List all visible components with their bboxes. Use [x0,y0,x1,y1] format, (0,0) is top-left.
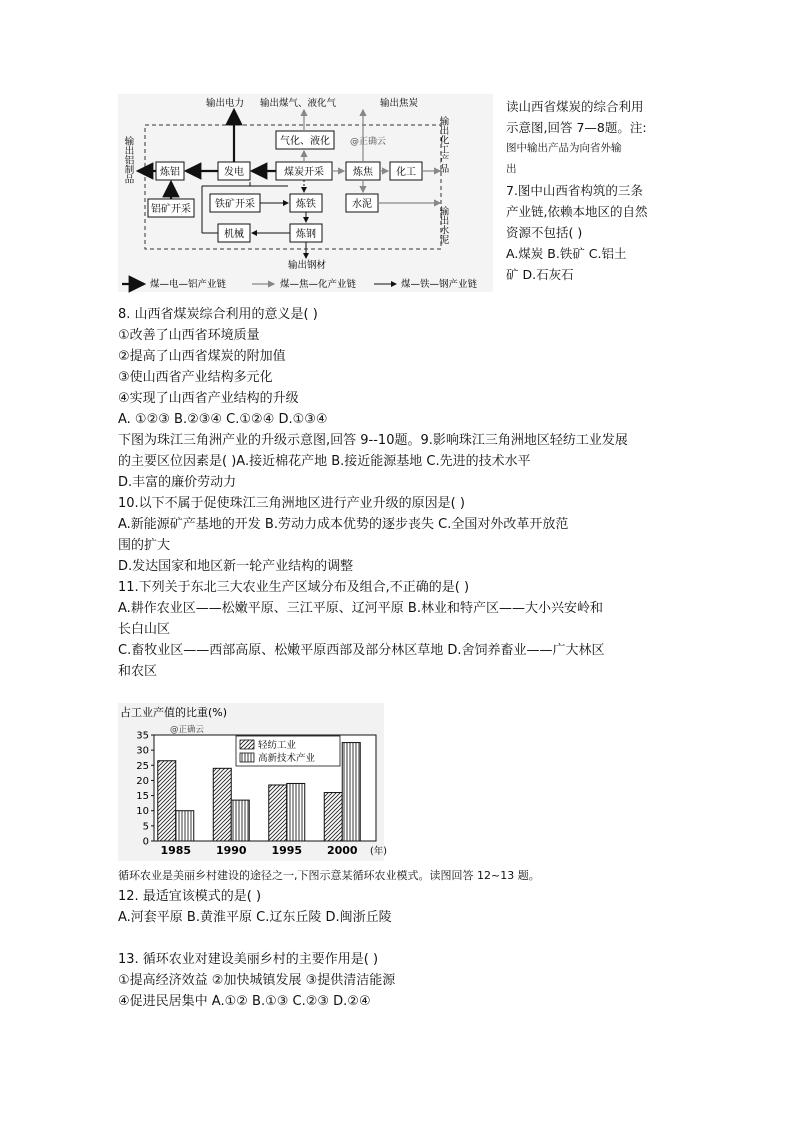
question-13-stem: 13. 循环农业对建设美丽乡村的主要作用是( ) [118,952,379,967]
question-7-options: A.煤炭 B.铁矿 C.铝土 [506,246,627,261]
question-9-options: D.丰富的廉价劳动力 [118,475,237,490]
side-text-line: 出 [506,163,517,175]
legend-label: 高新技术产业 [258,753,316,764]
y-tick-label: 10 [136,806,149,818]
y-tick-label: 35 [136,730,149,742]
node-bauxite-mining: 铝矿开采 [151,204,191,215]
bar-light-textile-1990 [213,768,231,841]
legend-coal-iron-steel: 煤—铁—钢产业链 [401,279,478,290]
question-8-item: ②提高了山西省煤炭的附加值 [118,349,286,364]
node-power-generation: 发电 [224,167,244,178]
output-coke-label: 输出焦炭 [380,98,419,109]
question-9-stem: 下图为珠江三角洲产业的升级示意图,回答 9--10题。9.影响珠江三角洲地区轻纺工业发展 [118,433,628,448]
question-10-options: 围的扩大 [118,538,171,553]
x-tick-label: 1990 [215,844,247,857]
bar-high-tech-1995 [287,783,305,841]
legend-coal-coke-chemical: 煤—焦—化产业链 [280,279,357,290]
node-steelmaking: 炼钢 [296,229,316,240]
question-8-item: ①改善了山西省环境质量 [118,328,260,343]
legend-swatch [240,740,254,749]
output-cement-label: 输出水泥 [437,206,449,244]
y-tick-label: 5 [142,821,149,833]
node-ironmaking: 炼铁 [296,199,316,210]
side-text-line: 读山西省煤炭的综合利用 [506,99,644,114]
y-tick-label: 30 [136,745,149,757]
industry-share-chart-svg [118,703,387,861]
question-12-options: A.河套平原 B.黄淮平原 C.辽东丘陵 D.闽浙丘陵 [118,910,392,925]
bar-high-tech-1990 [231,800,249,841]
question-7-line: 7.图中山西省构筑的三条 [506,183,643,198]
node-cement: 水泥 [352,199,372,210]
y-tick-label: 20 [136,775,149,787]
bar-high-tech-2000 [342,743,360,841]
bar-light-textile-2000 [324,793,342,841]
x-tick-label: 1985 [160,844,192,857]
question-10-stem: 10.以下不属于促使珠江三角洲地区进行产业升级的原因是( ) [118,496,465,511]
node-iron-mining: 铁矿开采 [215,199,255,210]
question-8-stem: 8. 山西省煤炭综合利用的意义是( ) [118,307,318,322]
question-7-line: 产业链,依赖本地区的自然 [506,204,648,219]
x-tick-label: 2000 [326,844,358,857]
x-axis-unit: (年) [370,846,387,857]
side-text-line: 示意图,回答 7—8题。注: [506,120,647,135]
legend-coal-power-aluminum: 煤—电—铝产业链 [150,279,227,290]
question-11-options: C.畜牧业区——西部高原、松嫩平原西部及部分林区草地 D.舍饲养畜业——广大林区 [118,643,605,658]
question-8-item: ③使山西省产业结构多元化 [118,370,273,385]
node-coking: 炼焦 [353,167,373,178]
question-13-items: ①提高经济效益 ②加快城镇发展 ③提供清洁能源 [118,973,396,988]
question-10-options: D.发达国家和地区新一轮产业结构的调整 [118,559,354,574]
question-8-options: A. ①②③ B.②③④ C.①②④ D.①③④ [118,412,328,427]
x-tick-label: 1995 [271,844,303,857]
industry-share-chart [118,703,387,861]
question-12-stem: 12. 最适宜该模式的是( ) [118,889,262,904]
y-tick-label: 15 [136,791,149,803]
chart-caption: 循环农业是美丽乡村建设的途径之一,下图示意某循环农业模式。读图回答 12~13 题。 [118,869,540,882]
question-11-options: A.耕作农业区——松嫩平原、三江平原、辽河平原 B.林业和特产区——大小兴安岭和 [118,601,603,616]
question-11-options: 长白山区 [118,622,171,637]
question-11-stem: 11.下列关于东北三大农业生产区域分布及组合,不正确的是( ) [118,580,470,595]
node-machinery: 机械 [224,229,244,240]
question-11-options: 和农区 [118,664,158,679]
question-9-options: 的主要区位因素是( )A.接近棉花产地 B.接近能源基地 C.先进的技术水平 [118,454,531,469]
node-aluminum-smelting: 炼铝 [160,167,180,178]
node-chemical: 化工 [396,167,416,178]
legend-label: 轻纺工业 [258,740,297,751]
chart-title: 占工业产值的比重(%) [120,706,228,719]
coal-utilization-diagram [118,94,493,292]
output-chemical-label: 输出化工产品 [437,116,449,173]
legend-swatch [240,753,254,762]
question-7-options: 矿 D.石灰石 [506,267,574,282]
question-7-line: 资源不包括( ) [506,225,583,240]
question-13-options: ④促进民居集中 A.①② B.①③ C.②③ D.②④ [118,994,371,1009]
question-8-item: ④实现了山西省产业结构的升级 [118,391,299,406]
diagram-watermark: @正确云 [350,137,387,147]
question-10-options: A.新能源矿产基地的开发 B.劳动力成本优势的逐步丧失 C.全国对外改革开放范 [118,517,569,532]
output-power-label: 输出电力 [206,98,245,109]
y-tick-label: 25 [136,760,149,772]
node-coal-mining: 煤炭开采 [284,167,324,178]
output-gas-label: 输出煤气、液化气 [260,98,337,109]
chart-watermark: @正确云 [170,725,205,735]
bar-light-textile-1995 [269,785,287,841]
output-aluminum-label: 输出铝制品 [122,136,134,184]
y-tick-label: 0 [142,836,149,848]
node-gasification: 气化、液化 [280,136,330,147]
side-text-line: 图中输出产品为向省外输 [506,142,622,154]
bar-light-textile-1985 [158,761,176,841]
output-steel-label: 输出钢材 [288,260,327,271]
bar-high-tech-1985 [176,811,194,841]
